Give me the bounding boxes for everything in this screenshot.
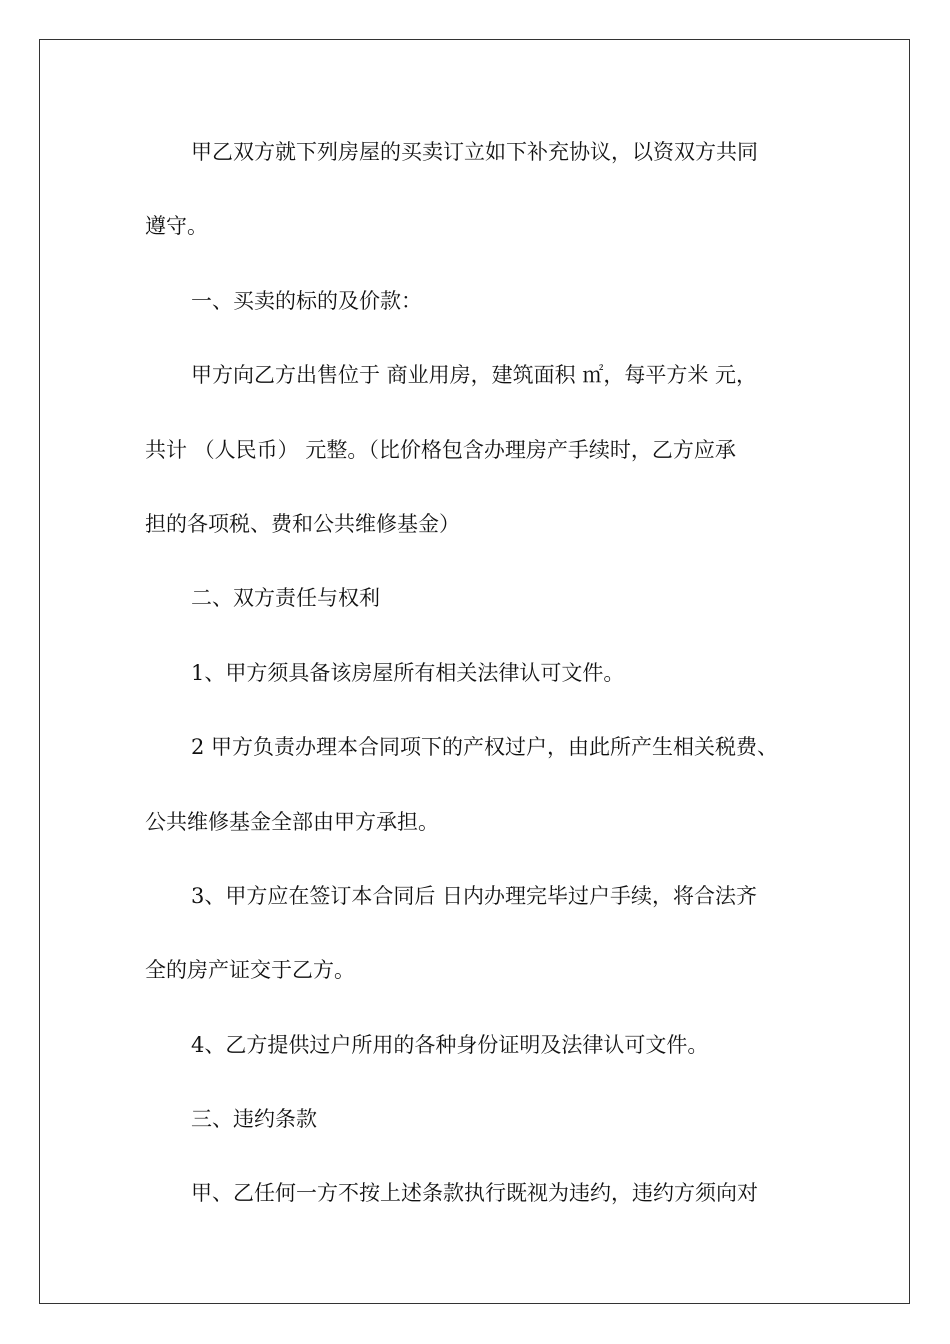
paragraph-line: 1、甲方须具备该房屋所有相关法律认可文件。 [191, 660, 625, 685]
paragraph-line: 全的房产证交于乙方。 [145, 958, 355, 983]
paragraph-line: 担的各项税、费和公共维修基金） [145, 511, 460, 536]
paragraph-line: 2 甲方负责办理本合同项下的产权过户，由此所产生相关税费、 [191, 735, 779, 760]
paragraph-line: 公共维修基金全部由甲方承担。 [145, 809, 439, 834]
paragraph-line: 4、乙方提供过户所用的各种身份证明及法律认可文件。 [191, 1032, 709, 1057]
paragraph-line: 3、甲方应在签订本合同后 日内办理完毕过户手续，将合法齐 [191, 883, 758, 908]
section-heading: 三、违约条款 [191, 1107, 317, 1132]
paragraph-line: 甲、乙任何一方不按上述条款执行既视为违约，违约方须向对 [191, 1181, 758, 1206]
paragraph-line: 甲乙双方就下列房屋的买卖订立如下补充协议，以资双方共同 [191, 140, 758, 164]
section-heading: 一、买卖的标的及价款： [191, 288, 422, 313]
document-body [145, 127, 800, 1243]
paragraph-line: 甲方向乙方出售位于 商业用房，建筑面积 ㎡，每平方米 元， [191, 363, 758, 388]
section-heading: 二、双方责任与权利 [191, 586, 380, 611]
paragraph-line: 共计 （人民币） 元整。（比价格包含办理房产手续时，乙方应承 [145, 437, 736, 462]
paragraph-line: 遵守。 [145, 214, 208, 239]
